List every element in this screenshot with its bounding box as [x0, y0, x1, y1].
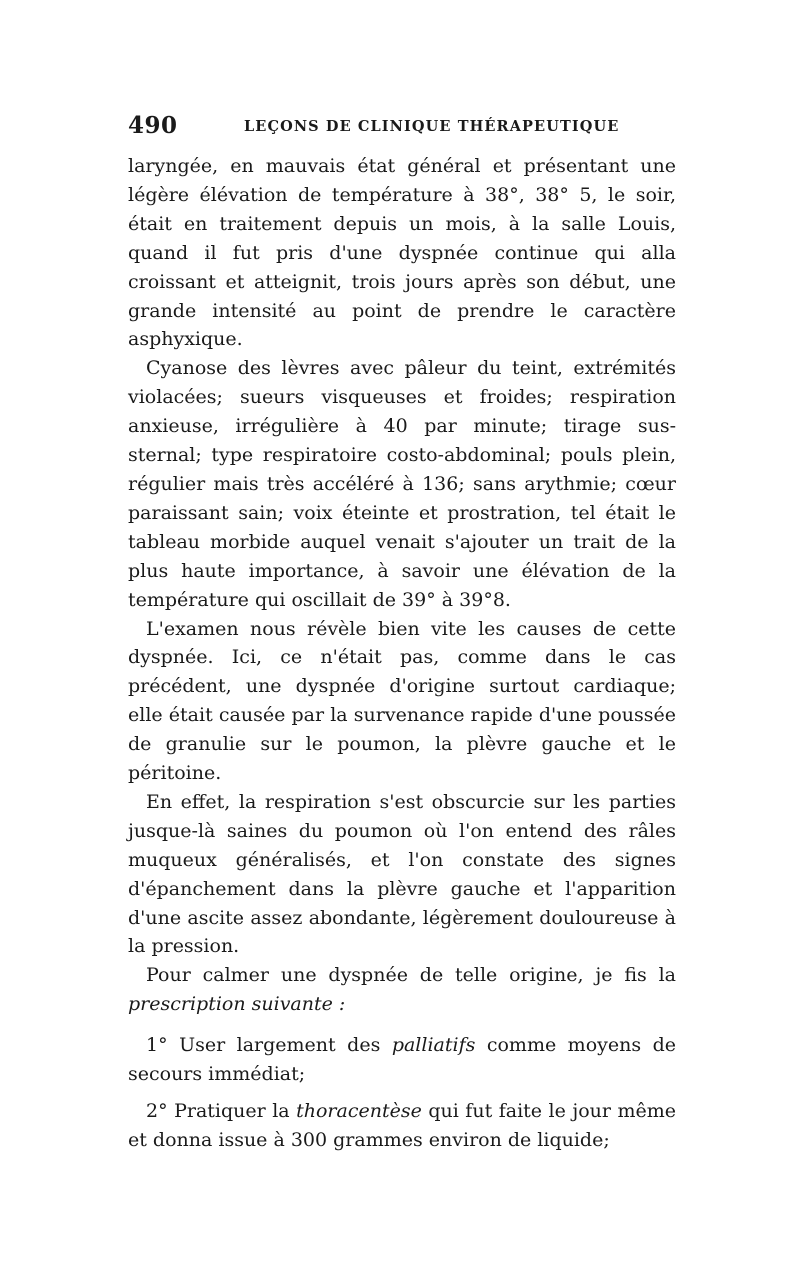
paragraph-symptoms: Cyanose des lèvres avec pâleur du teint, extrémités violacées; sueurs visqueuses et froides; respiration anxieuse, irrégulière à 40 par minute; tirage sus-sternal; type respiratoire costo-abdominal; pouls plein, régulier mais très accéléré à 136; sans arythmie; cœur paraissant sain; voix éteinte et prostration, tel était le tableau morbide auquel venait s'ajouter un trait de la plus haute importance, à savoir une élévation de la température qui oscillait de 39° à 39°8.: [128, 357, 676, 611]
item-2-italic: thoracentèse: [296, 1100, 422, 1122]
item-1-text-post: comme moyens de secours immédiat;: [128, 1034, 676, 1086]
item-2-text-post: qui fut faite le jour même et donna issue à 300 grammes environ de liquide;: [128, 1100, 676, 1151]
prescription-intro-italic: prescription suivante :: [128, 993, 346, 1016]
running-title: LEÇONS DE CLINIQUE THÉRAPEUTIQUE: [244, 118, 620, 135]
body-text: [128, 152, 676, 1163]
paragraph-continued: laryngée, en mauvais état général et présentant une légère élévation de température à 38°, 38° 5, le soir, était en traitement depuis un mois, à la salle Louis, quand il fut pris d'une dyspnée continue qui alla croissant et atteignit, trois jours après son début, une grande intensité au point de prendre le caractère asphyxique.: [128, 155, 676, 351]
paragraph-findings: En effet, la respiration s'est obscurcie sur les parties jusque-là saines du poumon où l'on entend des râles muqueux généralisés, et l'on constate des signes d'épanchement dans la plèvre gauche et l'apparition d'une ascite assez abondante, légèrement douloureuse à la pression.: [128, 790, 676, 958]
item-2-number: 2°: [146, 1100, 168, 1122]
page-number: 490: [128, 112, 178, 139]
item-2-text-pre: Pratiquer la: [167, 1100, 297, 1122]
paragraph-prescription-intro: [128, 961, 676, 1019]
page-header: [128, 112, 676, 142]
prescription-item-2: [128, 1097, 676, 1155]
prescription-intro-text: Pour calmer une dyspnée de telle origine, je fis la: [146, 964, 676, 987]
item-1-number: 1°: [146, 1034, 168, 1057]
item-1-italic: palliatifs: [391, 1034, 476, 1057]
paragraph-examination: L'examen nous révèle bien vite les causes de cette dyspnée. Ici, ce n'était pas, comme dans le cas précédent, une dyspnée d'origine surtout cardiaque; elle était causée par la survenance rapide d'une poussée de granulie sur le poumon, la plèvre gauche et le péritoine.: [128, 617, 676, 785]
item-1-text-pre: User largement des: [167, 1034, 392, 1057]
prescription-item-1: [128, 1031, 676, 1089]
